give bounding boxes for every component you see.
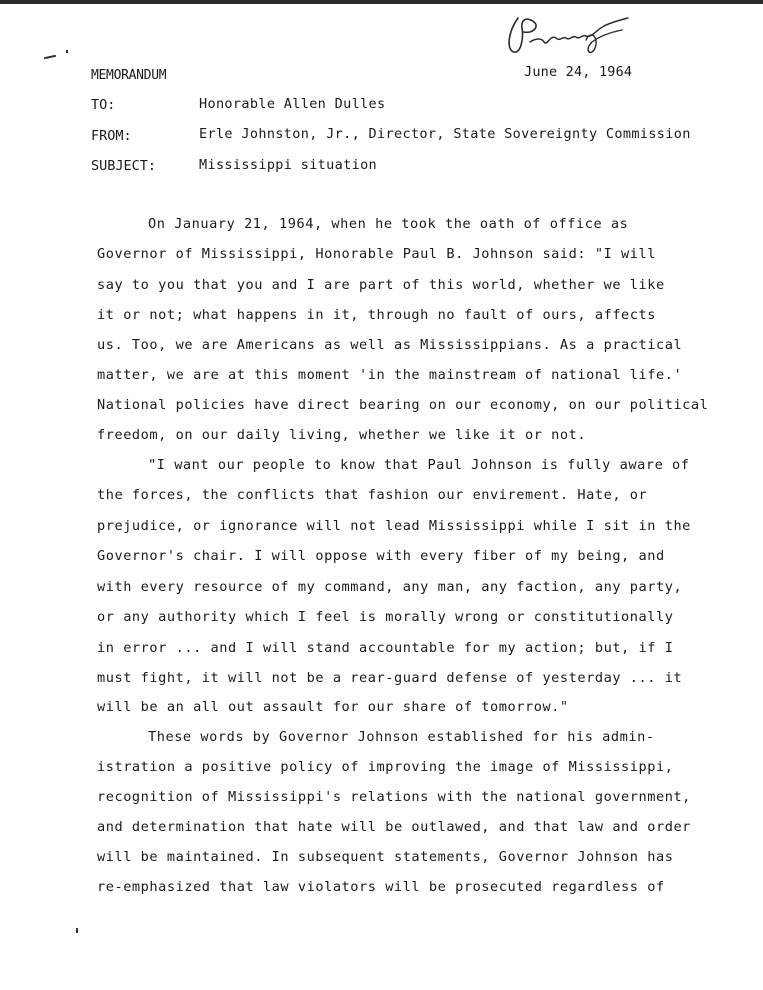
body-line: the forces, the conflicts that fashion our envirement. Hate, or <box>97 487 648 503</box>
body-line: will be an all out assault for our share of tomorrow." <box>97 699 569 715</box>
body-line: prejudice, or ignorance will not lead Mississippi while I sit in the <box>97 518 691 534</box>
body-line: Governor's chair. I will oppose with every fiber of my being, and <box>97 548 665 564</box>
from-label: FROM: <box>91 128 132 144</box>
body-line: On January 21, 1964, when he took the oath of office as <box>148 216 629 232</box>
body-line: will be maintained. In subsequent statements, Governor Johnson has <box>97 849 674 865</box>
scan-mark <box>66 50 68 53</box>
memo-date: June 24, 1964 <box>524 64 633 80</box>
body-line: istration a positive policy of improving the image of Mississippi, <box>97 759 674 775</box>
to-value: Honorable Allen Dulles <box>199 96 386 112</box>
scan-mark <box>76 928 78 933</box>
body-line: it or not; what happens in it, through no fault of ours, affects <box>97 307 656 323</box>
to-label: TO: <box>91 97 116 113</box>
body-line: and determination that hate will be outlawed, and that law and order <box>97 819 691 835</box>
top-border <box>0 0 763 4</box>
from-value: Erle Johnston, Jr., Director, State Sovereignty Commission <box>199 126 691 142</box>
body-line: "I want our people to know that Paul Johnson is fully aware of <box>148 457 690 473</box>
body-line: These words by Governor Johnson established for his admin- <box>148 729 655 745</box>
body-line: with every resource of my command, any man, any faction, any party, <box>97 579 683 595</box>
body-line: re-emphasized that law violators will be prosecuted regardless of <box>97 879 665 895</box>
body-line: us. Too, we are Americans as well as Mississippians. As a practical <box>97 337 683 353</box>
handwritten-annotation <box>500 10 650 56</box>
subject-label: SUBJECT: <box>91 158 157 174</box>
body-line: freedom, on our daily living, whether we like it or not. <box>97 427 587 443</box>
scan-mark <box>44 55 56 59</box>
body-line: Governor of Mississippi, Honorable Paul B. Johnson said: "I will <box>97 246 656 262</box>
body-line: must fight, it will not be a rear-guard defense of yesterday ... it <box>97 670 683 686</box>
memo-label: MEMORANDUM <box>91 68 167 83</box>
subject-value: Mississippi situation <box>199 157 378 173</box>
body-line: in error ... and I will stand accountable for my action; but, if I <box>97 640 674 656</box>
body-line: matter, we are at this moment 'in the mainstream of national life.' <box>97 367 683 383</box>
body-line: say to you that you and I are part of this world, whether we like <box>97 277 665 293</box>
body-line: recognition of Mississippi's relations with the national government, <box>97 789 691 805</box>
body-line: or any authority which I feel is morally wrong or constitutionally <box>97 609 674 625</box>
body-line: National policies have direct bearing on our economy, on our political <box>97 397 709 413</box>
